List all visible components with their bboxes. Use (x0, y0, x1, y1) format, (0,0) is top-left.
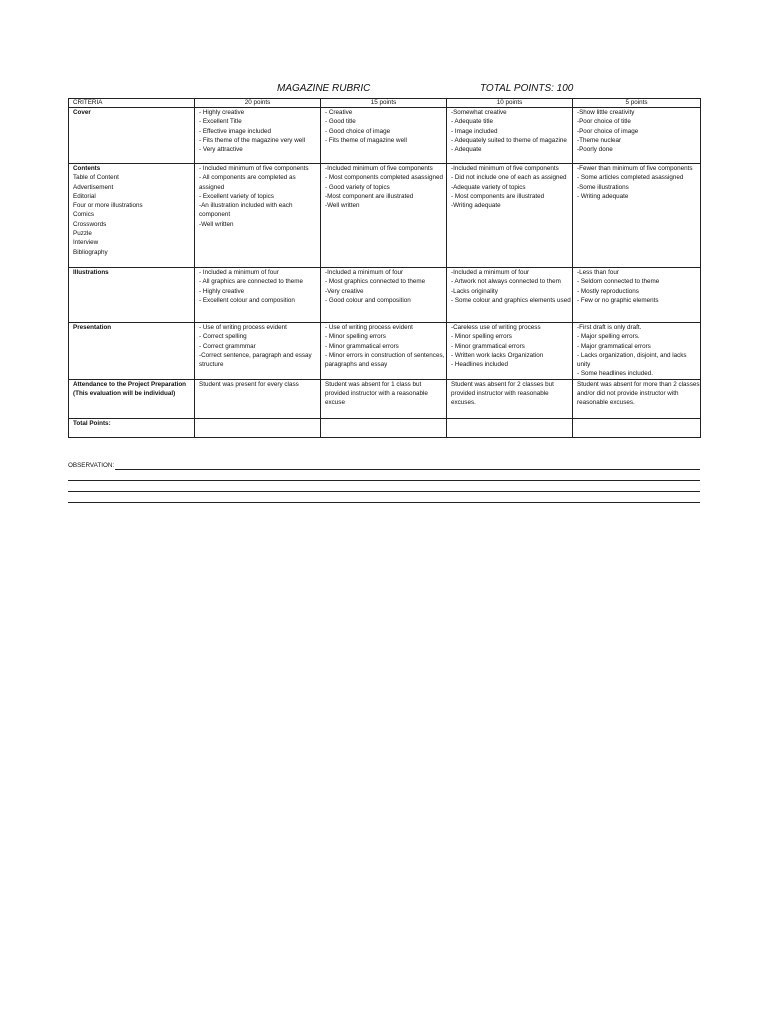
observation-blank-line[interactable] (68, 495, 700, 503)
cell-line: -Poor choice of title (577, 118, 631, 126)
cell-line: - Some articles completed asassigned (577, 174, 684, 182)
rubric-cell (573, 418, 701, 437)
rubric-cell (195, 108, 321, 164)
rubric-cell (195, 418, 321, 437)
table-row (69, 323, 701, 380)
cell-line: - Some headlines included. (577, 370, 653, 378)
criterion-cell (69, 379, 195, 418)
rubric-cell (321, 379, 447, 418)
cell-line: -Included a minimum of four (451, 269, 530, 276)
criterion-subitem: Interview (73, 239, 99, 247)
rubric-cell (447, 418, 573, 437)
cell-line: - Use of writing process evident (199, 324, 287, 331)
cell-line: -Included minimum of five components (451, 165, 559, 172)
cell-line: - Highly creative (199, 109, 245, 116)
criterion-title: Total Points: (73, 419, 111, 427)
cell-line: - All components are completed as assigned (199, 174, 296, 191)
cell-line: - Good choice of image (325, 127, 391, 135)
cell-line: - Adequate title (451, 118, 494, 126)
rubric-table (68, 98, 701, 438)
cell-line: - Did not include one of each as assigned (451, 174, 567, 182)
cell-line: -Poorly done (577, 146, 613, 154)
cell-line: - Good title (325, 118, 356, 126)
rubric-cell (321, 268, 447, 323)
cell-line: Student was absent for 1 class but provided instructor with a reasonable excuse (325, 380, 428, 407)
cell-line: -Poor choice of image (577, 127, 639, 135)
criterion-cell (69, 108, 195, 164)
cell-line: - Good colour and composition (325, 296, 411, 304)
cell-line: -Adequate variety of topics (451, 183, 526, 191)
criterion-subitem: Editorial (73, 192, 96, 200)
criterion-cell (69, 418, 195, 437)
cell-line: -Show little creativity (577, 109, 635, 116)
cell-line: -Some illustrations (577, 183, 629, 191)
cell-line: Student was absent for more than 2 classes and/or did not provide instructor with reasonable excuses. (577, 380, 700, 407)
cell-line: -Well written (325, 202, 360, 210)
level-header: 15 points (321, 99, 447, 108)
cell-line: -First draft is only draft. (577, 324, 642, 331)
criterion-subitem: Advertisement (73, 183, 114, 191)
rubric-cell (573, 268, 701, 323)
level-header: 5 points (573, 99, 701, 108)
cell-line: -Less than four (577, 269, 620, 276)
cell-line: -Writing adequate (451, 202, 501, 210)
observation-line-row (68, 470, 700, 481)
cell-line: - Minor spelling errors (451, 333, 512, 341)
cell-line: - Included a minimum of four (199, 269, 279, 276)
rubric-cell (321, 164, 447, 268)
criterion-title: Illustrations (73, 269, 109, 276)
criterion-title: Presentation (73, 324, 112, 331)
cell-line: - Major grammatical errors (577, 342, 651, 350)
criterion-title: Cover (73, 109, 91, 116)
cell-line: - Fits theme of magazine well (325, 136, 407, 144)
rubric-cell (447, 268, 573, 323)
table-row (69, 418, 701, 437)
cell-line: -Theme nuclear (577, 136, 622, 144)
cell-line: - Artwork not always connected to them (451, 278, 561, 286)
cell-line: - Written work lacks Organization (451, 351, 544, 359)
criterion-subitem: Puzzle (73, 230, 92, 238)
criterion-subitem: Table of Content (73, 174, 119, 182)
cell-line: -Lacks originality (451, 287, 498, 295)
cell-line: - Excellent colour and composition (199, 296, 295, 304)
cell-line: -Fewer than minimum of five components (577, 165, 693, 172)
rubric-cell (447, 323, 573, 380)
cell-line: -Included a minimum of four (325, 269, 404, 276)
cell-line: - Mostly reproductions (577, 287, 639, 295)
header-row-cells (69, 99, 701, 108)
cell-line: - Lacks organization, disjoint, and lacks unity (577, 351, 687, 369)
cell-line: -Included minimum of five components (325, 165, 433, 172)
cell-line: -Very creative (325, 287, 364, 295)
level-header: 10 points (447, 99, 573, 108)
cell-line: - Major spelling errors. (577, 333, 640, 341)
rubric-cell (573, 379, 701, 418)
cell-line: - Correct grammmar (199, 342, 256, 350)
criterion-title: Contents (73, 165, 101, 172)
criterion-cell (69, 268, 195, 323)
observation-section (68, 459, 700, 503)
cell-line: - Few or no graphic elements (577, 296, 659, 304)
observation-line-row (68, 492, 700, 503)
cell-line: - Most components completed asassigned (325, 174, 443, 182)
cell-line: -Most component are illustrated (325, 192, 414, 200)
rubric-cell (321, 418, 447, 437)
cell-line: - Very attractive (199, 146, 243, 154)
rubric-cell (573, 323, 701, 380)
header-row (0, 83, 768, 97)
criterion-title: Attendance to the Project Preparation (This evaluation will be individual) (73, 380, 187, 398)
cell-line: Student was present for every class (199, 380, 299, 388)
cell-line: -Somewhat creative (451, 109, 507, 116)
cell-line: - Included minimum of five components (199, 165, 309, 172)
cell-line: Student was absent for 2 classes but provided instructor with reasonable excuses. (451, 380, 554, 407)
document-title: MAGAZINE RUBRIC (277, 83, 371, 94)
rubric-cell (447, 108, 573, 164)
table-row (69, 108, 701, 164)
cell-line: - Creative (325, 109, 353, 116)
cell-line: - Seldom connected to theme (577, 278, 660, 286)
rubric-cell (195, 164, 321, 268)
rubric-cell (195, 379, 321, 418)
criterion-subitem: Comics (73, 211, 94, 219)
cell-line: - All graphics are connected to theme (199, 278, 303, 286)
criterion-subitem: Four or more illustrations (73, 202, 143, 210)
level-header: 20 points (195, 99, 321, 108)
cell-line: - Effective image included (199, 127, 271, 135)
cell-line: - Some colour and graphics elements used (451, 296, 571, 304)
table-row (69, 379, 701, 418)
table-row (69, 164, 701, 268)
cell-line: - Excellent Title (199, 118, 242, 126)
rubric-cell (573, 164, 701, 268)
cell-line: - Use of writing process evident (325, 324, 413, 331)
cell-line: - Most graphics connected to theme (325, 278, 426, 286)
cell-line: - Headlines included (451, 361, 509, 369)
cell-line: - Image included (451, 127, 498, 135)
criterion-subitem: Crosswords (73, 220, 107, 228)
cell-line: - Minor errors in construction of sentences, paragraphs and essay (325, 351, 445, 369)
observation-blank-line[interactable] (115, 462, 700, 470)
cell-line: - Correct spelling (199, 333, 247, 341)
observation-blank-line[interactable] (68, 484, 700, 492)
cell-line: - Writing adequate (577, 192, 629, 200)
observation-blank-line[interactable] (68, 473, 700, 481)
rubric-cell (321, 323, 447, 380)
rubric-cell (573, 108, 701, 164)
cell-line: -An illustration included with each component (199, 202, 293, 219)
cell-line: - Highly creative (199, 287, 245, 295)
criterion-cell (69, 323, 195, 380)
cell-line: -Well written (199, 220, 234, 228)
cell-line: - Most components are illustrated (451, 192, 545, 200)
cell-line: - Excellent variety of topics (199, 192, 274, 200)
criterion-subitem: Bibliography (73, 248, 108, 256)
criterion-cell (69, 164, 195, 268)
table-row (69, 268, 701, 323)
cell-line: - Adequately suited to theme of magazine (451, 136, 567, 144)
cell-line: - Minor grammatical errors (325, 342, 399, 350)
cell-line: - Fits theme of the magazine very well (199, 136, 306, 144)
rubric-cell (195, 323, 321, 380)
observation-first-line (68, 459, 700, 470)
rubric-cell (447, 379, 573, 418)
cell-line: -Careless use of writing process (451, 324, 541, 331)
rubric-cell (321, 108, 447, 164)
total-points-heading: TOTAL POINTS: 100 (480, 83, 574, 94)
cell-line: - Adequate (451, 146, 482, 154)
cell-line: - Good variety of topics (325, 183, 390, 191)
cell-line: - Minor grammatical errors (451, 342, 525, 350)
cell-line: - Minor spelling errors (325, 333, 386, 341)
observation-label: OBSERVATION: (68, 462, 115, 469)
rubric-cell (195, 268, 321, 323)
criteria-header: CRITERIA (69, 99, 195, 108)
rubric-cell (447, 164, 573, 268)
observation-line-row (68, 481, 700, 492)
cell-line: -Correct sentence, paragraph and essay structure (199, 351, 312, 369)
